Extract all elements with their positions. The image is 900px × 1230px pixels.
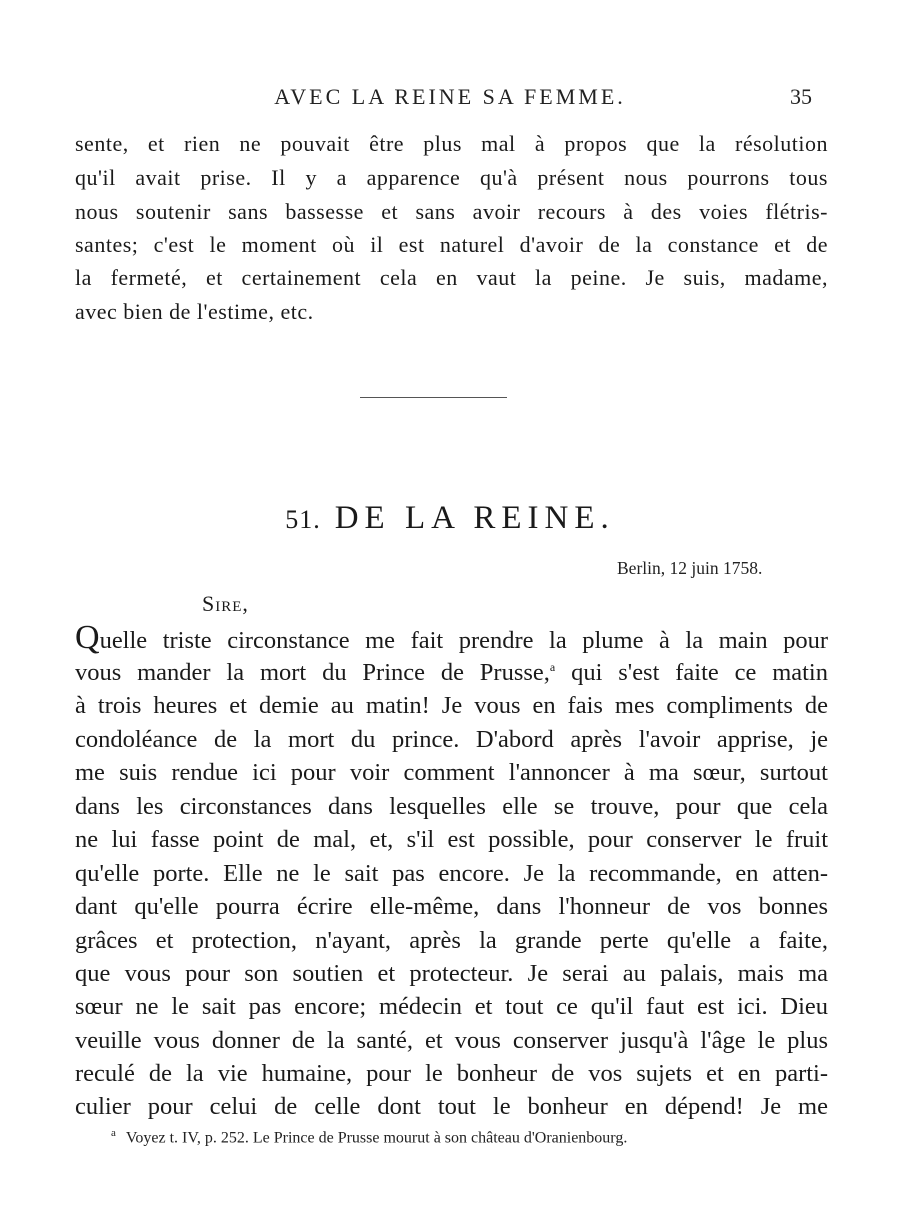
text-line-first: [75, 621, 828, 655]
text-line: [75, 659, 828, 687]
text-fragment: qui s'est faite ce matin: [555, 659, 828, 686]
running-head-title: AVEC LA REINE SA FEMME.: [274, 84, 626, 109]
text-fragment: uelle triste circonstance me fait prendre la plume à la main pour: [99, 627, 828, 654]
text-line: sente, et rien ne pouvait être plus mal à propos que la résolution: [75, 131, 828, 156]
text-line: la fermeté, et certainement cela en vaut la peine. Je suis, madame,: [75, 265, 828, 290]
section-divider: [360, 397, 507, 398]
text-line: me suis rendue ici pour voir comment l'annoncer à ma sœur, surtout: [75, 759, 828, 786]
text-line: qu'il avait prise. Il y a apparence qu'à présent nous pourrons tous: [75, 165, 828, 190]
text-line: sœur ne le sait pas encore; médecin et tout ce qu'il faut est ici. Dieu: [75, 993, 828, 1020]
text-line: nous soutenir sans bassesse et sans avoir recours à des voies flétris-: [75, 199, 828, 224]
text-line: condoléance de la mort du prince. D'abord après l'avoir apprise, je: [75, 726, 828, 753]
text-line: grâces et protection, n'ayant, après la grande perte qu'elle a faite,: [75, 927, 828, 954]
footnote-reference: a: [549, 659, 556, 674]
footnote: [111, 1127, 627, 1147]
footnote-text: Voyez t. IV, p. 252. Le Prince de Prusse mourut à son château d'Oranienbourg.: [125, 1129, 628, 1147]
letter-heading: [0, 500, 900, 537]
running-head: [0, 84, 900, 114]
text-line: ne lui fasse point de mal, et, s'il est possible, pour conserver le fruit: [75, 826, 828, 853]
text-line: dans les circonstances dans lesquelles elle se trouve, pour que cela: [75, 793, 828, 820]
dateline: Berlin, 12 juin 1758.: [617, 558, 763, 578]
page-number: 35: [790, 84, 812, 109]
text-line: veuille vous donner de la santé, et vous conserver jusqu'à l'âge le plus: [75, 1027, 828, 1054]
salutation: Sire,: [202, 591, 249, 616]
letter-number: 51.: [285, 505, 321, 534]
text-line: à trois heures et demie au matin! Je vous en fais mes compliments de: [75, 692, 828, 719]
footnote-mark: a: [111, 1127, 116, 1139]
text-line: que vous pour son soutien et protecteur. Je serai au palais, mais ma: [75, 960, 828, 987]
text-line: qu'elle porte. Elle ne le sait pas encore. Je la recommande, en atten-: [75, 860, 828, 887]
text-fragment: vous mander la mort du Prince de Prusse,: [75, 659, 550, 686]
text-line: reculé de la vie humaine, pour le bonheur de vos sujets et en parti-: [75, 1060, 828, 1087]
text-line: avec bien de l'estime, etc.: [75, 299, 314, 324]
letter-title: DE LA REINE.: [334, 500, 615, 536]
text-line: culier pour celui de celle dont tout le bonheur en dépend! Je me: [75, 1093, 828, 1120]
drop-cap: Q: [75, 621, 100, 655]
text-line: santes; c'est le moment où il est naturel d'avoir de la constance et de: [75, 232, 828, 257]
text-line: dant qu'elle pourra écrire elle-même, dans l'honneur de vos bonnes: [75, 893, 828, 920]
